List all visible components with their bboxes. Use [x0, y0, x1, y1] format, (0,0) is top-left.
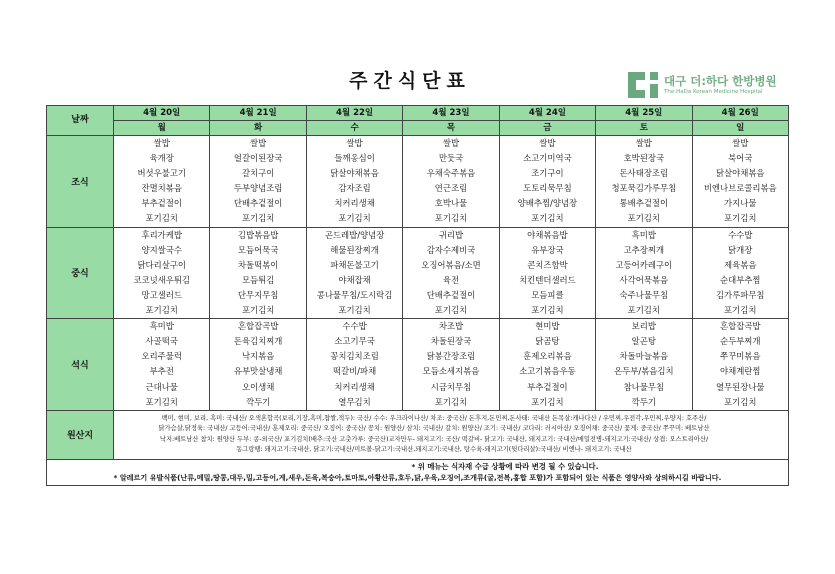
menu-item: 도토리묵무침 — [523, 183, 572, 194]
menu-item: 포기김치 — [145, 396, 178, 407]
menu-cell — [306, 319, 402, 411]
menu-item: 쌀밥 — [250, 138, 267, 148]
menu-item: 들깨옹심이 — [334, 153, 375, 164]
menu-item: 포기김치 — [338, 213, 371, 224]
menu-item: 양지쌀국수 — [141, 244, 182, 255]
menu-item: 닭곰탕 — [535, 336, 560, 347]
menu-item: 갈치구이 — [241, 168, 275, 179]
menu-item: 북어국 — [728, 153, 753, 164]
menu-item: 온두부/볶음김치 — [614, 366, 674, 377]
menu-item: 육개장 — [149, 153, 174, 164]
menu-item: 오징어볶음/소면 — [421, 259, 481, 270]
menu-item: 조기구이 — [531, 168, 564, 179]
menu-item: 쭈꾸미볶음 — [720, 351, 761, 362]
origin-text — [114, 410, 789, 459]
meal-row-dinner — [47, 319, 789, 411]
menu-cell — [596, 319, 692, 411]
menu-item: 사골떡국 — [145, 336, 178, 347]
menu-item: 치커리생채 — [334, 381, 375, 392]
menu-item: 감자조림 — [338, 183, 371, 194]
menu-item: 버섯우불고기 — [137, 168, 186, 179]
menu-item: 시금치무침 — [430, 381, 472, 392]
day-date: 4월 24일 — [499, 106, 595, 121]
menu-item: 순대부추찜 — [720, 274, 761, 285]
menu-item: 닭개장 — [728, 244, 753, 255]
logo-mark-icon — [628, 72, 658, 98]
menu-item: 잔멸치볶음 — [141, 183, 182, 194]
menu-item: 코코넛새우튀김 — [133, 274, 191, 285]
menu-item: 포기김치 — [531, 305, 564, 316]
menu-item: 돈육김치찌개 — [233, 336, 283, 347]
menu-item: 콩나물무침/도시락김 — [316, 289, 393, 300]
menu-item: 소고기무국 — [334, 336, 375, 347]
day-weekday: 수 — [306, 121, 402, 136]
menu-item: 깍두기 — [245, 396, 271, 407]
origin-line: 동그랑땡: 돼지고기:국내산, 닭고기:국내산/미트볼-닭고기:국내산,돼지고기:국내산, 탕수육-돼지고기(뒷다리살):국내산/ 비엔나- 돼지고기: 국내산 — [236, 445, 632, 453]
menu-cell — [499, 319, 595, 411]
menu-item: 돈사태장조림 — [619, 168, 669, 179]
menu-item: 호박된장국 — [623, 153, 665, 164]
day-date: 4월 25일 — [596, 106, 692, 121]
day-date: 4월 23일 — [403, 106, 499, 121]
menu-item: 포기김치 — [145, 305, 178, 316]
menu-item: 쌀밥 — [539, 138, 556, 148]
menu-item: 알곤탕 — [631, 336, 656, 347]
menu-item: 모듬어묵국 — [237, 244, 279, 255]
origin-row — [47, 410, 789, 459]
meal-label-breakfast: 조식 — [47, 136, 114, 228]
menu-item: 낙지볶음 — [241, 351, 275, 362]
day-weekday: 목 — [403, 121, 499, 136]
menu-item: 김가루파무침 — [715, 289, 765, 300]
menu-item: 수수밥 — [342, 321, 367, 332]
meal-label-lunch: 중식 — [47, 227, 114, 319]
menu-item: 포기김치 — [241, 305, 275, 316]
logo-name-en: The:HaDa Korean Medicine Hospital — [664, 89, 763, 95]
menu-item: 제육볶음 — [724, 259, 757, 270]
menu-item: 포기김치 — [338, 305, 371, 316]
menu-item: 닭살야채볶음 — [715, 168, 765, 179]
menu-item: 포기김치 — [531, 396, 564, 407]
menu-item: 감자수제비국 — [426, 244, 476, 255]
menu-item: 가지나물 — [724, 198, 757, 209]
menu-cell — [692, 136, 788, 228]
menu-item: 소고기볶음우동 — [519, 366, 576, 377]
menu-cell — [692, 319, 788, 411]
menu-cell — [596, 136, 692, 228]
menu-cell — [210, 319, 306, 411]
menu-change-note: * 위 메뉴는 식자재 수급 상황에 따라 변경 될 수 있습니다. — [411, 462, 599, 472]
menu-cell — [596, 227, 692, 319]
menu-item: 치킨텐더샐러드 — [519, 274, 576, 285]
menu-item: 소고기미역국 — [523, 153, 572, 164]
menu-item: 얼갈이된장국 — [233, 153, 283, 164]
allergy-note: * 알레르기 유발식품(난류,메밀,땅콩,대두,밀,고등어,게,새우,돈육,복숭아,토마토,아황산류,호두,닭,우육,오징어,조개류(굴,전복,홍합 포함)가 포함되어 있는 식품은 영양사와 상의하시길 바랍니다. — [113, 473, 722, 483]
menu-cell — [499, 136, 595, 228]
menu-item: 혼합잡곡밥 — [720, 321, 761, 332]
menu-item: 호박나물 — [434, 198, 468, 209]
menu-item: 양배추찜/양념장 — [517, 198, 578, 209]
menu-item: 부추겉절이 — [141, 198, 182, 209]
menu-item: 차돌마늘볶음 — [619, 351, 669, 362]
menu-item: 훈제오리볶음 — [523, 351, 572, 362]
menu-item: 혼합잡곡밥 — [237, 321, 279, 332]
menu-item: 귀리밥 — [438, 229, 464, 240]
menu-item: 포기김치 — [627, 305, 660, 316]
day-weekday: 월 — [114, 121, 210, 136]
menu-item: 쌀밥 — [346, 138, 363, 148]
meal-label-dinner: 석식 — [47, 319, 114, 411]
menu-item: 고추장찌개 — [623, 244, 665, 255]
menu-item: 청포묵김가루무침 — [611, 183, 677, 194]
weekday-row — [47, 121, 789, 136]
day-date: 4월 26일 — [692, 106, 788, 121]
menu-item: 야채잡채 — [338, 274, 371, 285]
menu-cell — [210, 136, 306, 228]
menu-item: 꽁치김치조림 — [330, 351, 379, 362]
menu-item: 모듬튀김 — [241, 274, 275, 285]
menu-item: 흑미밥 — [149, 321, 174, 332]
menu-item: 사각어묵볶음 — [619, 274, 669, 285]
menu-item: 곤드레밥/양념장 — [324, 229, 385, 240]
menu-item: 닭다리살구이 — [137, 259, 186, 270]
notes-cell — [47, 459, 789, 485]
day-weekday: 금 — [499, 121, 595, 136]
menu-item: 포기김치 — [145, 213, 178, 224]
menu-item: 육전 — [442, 274, 460, 285]
menu-item: 흑미밥 — [631, 229, 656, 240]
menu-item: 포기김치 — [724, 305, 757, 316]
menu-cell — [403, 319, 499, 411]
menu-item: 포기김치 — [434, 305, 468, 316]
menu-item: 깍두기 — [631, 396, 656, 407]
menu-item: 차조밥 — [438, 321, 464, 332]
day-weekday: 일 — [692, 121, 788, 136]
menu-item: 단배추겉절이 — [233, 198, 283, 209]
day-weekday: 화 — [210, 121, 306, 136]
hospital-logo — [628, 72, 777, 98]
menu-item: 포기김치 — [724, 396, 757, 407]
menu-item: 연근조림 — [434, 183, 468, 194]
menu-item: 김밥볶음밥 — [237, 229, 279, 240]
menu-item: 차돌떡볶이 — [237, 259, 279, 270]
menu-item: 야채계란찜 — [720, 366, 761, 377]
menu-cell — [403, 227, 499, 319]
menu-item: 오리주물럭 — [141, 351, 182, 362]
menu-item: 유부장국 — [531, 244, 564, 255]
menu-cell — [692, 227, 788, 319]
day-date: 4월 22일 — [306, 106, 402, 121]
menu-item: 부추전 — [149, 366, 174, 377]
day-date: 4월 21일 — [210, 106, 306, 121]
menu-cell — [210, 227, 306, 319]
menu-item: 포기김치 — [627, 213, 660, 224]
menu-item: 포기김치 — [434, 213, 468, 224]
menu-item: 오이생채 — [241, 381, 275, 392]
menu-item: 숙주나물무침 — [619, 289, 669, 300]
menu-cell — [114, 136, 210, 228]
weekly-menu-table — [46, 105, 789, 486]
menu-item: 해물된장찌개 — [330, 244, 379, 255]
origin-line: 백미, 현미, 보리, 흑미: 국내산/ 오색혼합곡(보리,기장,흑미,찹쌀,적두): 국산/ 수수: 우크라이나산/ 차조: 중국산/ 돈후지,돈민찌,돈사태: 국내산 돈목살:캐나다산 / 우민찌,우전각,우민찌,우양지: 호주산/ — [161, 415, 707, 423]
menu-item: 현미밥 — [535, 321, 560, 332]
menu-cell — [306, 136, 402, 228]
menu-item: 닭살야채볶음 — [330, 168, 379, 179]
menu-item: 열무김치 — [338, 396, 371, 407]
menu-item: 포기김치 — [434, 396, 468, 407]
menu-item: 포기김치 — [531, 213, 564, 224]
notes-row — [47, 459, 789, 485]
menu-item: 차돌된장국 — [430, 336, 472, 347]
date-row — [47, 106, 789, 121]
menu-item: 부추겉절이 — [527, 381, 568, 392]
menu-cell — [114, 319, 210, 411]
menu-item: 포기김치 — [724, 213, 757, 224]
menu-item: 쌀밥 — [153, 138, 170, 148]
menu-item: 보리밥 — [631, 321, 656, 332]
menu-item: 통배추겉절이 — [619, 198, 669, 209]
menu-item: 열무된장나물 — [715, 381, 765, 392]
menu-item: 야채볶음밥 — [527, 229, 568, 240]
menu-item: 떡갈비/파채 — [332, 366, 377, 377]
menu-item: 쌀밥 — [635, 138, 652, 148]
menu-item: 단배추겉절이 — [426, 289, 476, 300]
day-weekday: 토 — [596, 121, 692, 136]
origin-line: 닭가슴살,닭정육: 국내산/ 고등어:국내산/ 훈제오리: 중국산/ 오징어: 중국산/ 꽁치: 원양산/ 삼치: 국내산/ 갈치: 원양산/ 조기: 국내산/ 코다리: 러시아산/ 오징어채: 중국산/ 꽃게: 중국산/ 쭈꾸미: 베트남산 — [158, 425, 710, 433]
menu-cell — [499, 227, 595, 319]
menu-item: 닭봉간장조림 — [426, 351, 476, 362]
menu-item: 쌀밥 — [442, 138, 460, 148]
menu-item: 만둣국 — [438, 153, 464, 164]
menu-cell — [306, 227, 402, 319]
menu-item: 모듬피클 — [531, 289, 564, 300]
menu-item: 고등어카레구이 — [615, 259, 673, 270]
origin-line: 낙지:베트남산 참치: 원양산 두부: 콩-외국산/ 포기김치(배추:국산 고춧가루: 중국산)교자만두- 돼지고기: 국산/ 떡갈비- 닭고기: 국내산, 돼지고기: 국내산/메밀전병-돼지고기:국내산/ 상겹: 오스트리아산/ — [159, 435, 709, 443]
menu-item: 단무지무침 — [237, 289, 279, 300]
menu-item: 포기김치 — [241, 213, 275, 224]
menu-item: 쌀밥 — [732, 138, 749, 148]
page-title: 주간식단표 — [349, 70, 471, 92]
meal-row-lunch — [47, 227, 789, 319]
menu-item: 두부양념조림 — [233, 183, 283, 194]
day-date: 4월 20일 — [114, 106, 210, 121]
menu-item: 후리가케밥 — [141, 229, 182, 240]
menu-item: 순두부찌개 — [720, 336, 761, 347]
menu-item: 치커리생채 — [334, 198, 375, 209]
menu-cell — [114, 227, 210, 319]
menu-item: 비엔나브로콜리볶음 — [703, 183, 777, 194]
meal-row-breakfast — [47, 136, 789, 228]
menu-item: 근대나물 — [145, 381, 178, 392]
menu-item: 참나물무침 — [623, 381, 665, 392]
menu-item: 파채돈불고기 — [330, 259, 379, 270]
menu-item: 망고샐러드 — [141, 289, 182, 300]
menu-item: 수수밥 — [728, 229, 753, 240]
menu-item: 유부맛살냉채 — [233, 366, 283, 377]
menu-item: 우채숙주볶음 — [426, 168, 476, 179]
logo-name-ko: 대구 더:하다 한방병원 — [664, 74, 777, 88]
origin-label: 원산지 — [47, 410, 114, 459]
menu-item: 콘치즈함박 — [527, 259, 568, 270]
menu-cell — [403, 136, 499, 228]
date-label: 날짜 — [47, 106, 114, 136]
menu-item: 모듬소세지볶음 — [422, 366, 480, 377]
